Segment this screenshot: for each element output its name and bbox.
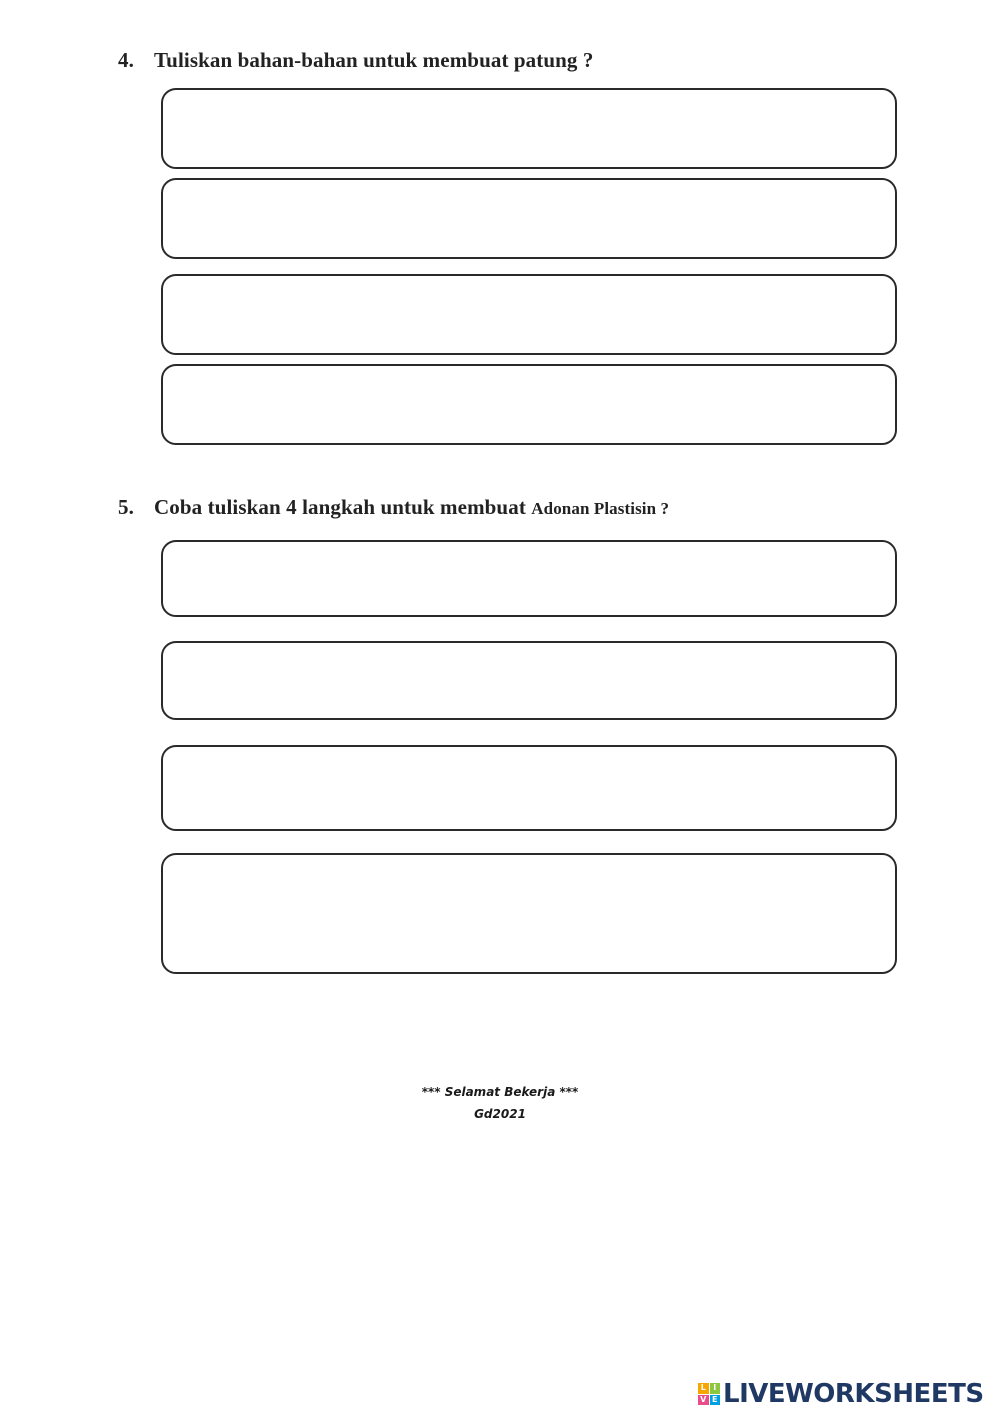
question-5-text: Coba tuliskan 4 langkah untuk membuat: [154, 495, 532, 519]
question-5: [118, 495, 669, 520]
answer-box-q5-1[interactable]: [161, 540, 897, 617]
brand-name: LIVEWORKSHEETS: [723, 1379, 984, 1409]
question-5-number: 5.: [118, 495, 134, 519]
logo-letter: I: [710, 1383, 721, 1394]
logo-letter: V: [698, 1395, 709, 1406]
answer-box-q5-3[interactable]: [161, 745, 897, 831]
answer-box-q4-4[interactable]: [161, 364, 897, 445]
answer-box-q4-1[interactable]: [161, 88, 897, 169]
footer-greeting: *** Selamat Bekerja ***: [421, 1085, 579, 1099]
question-4: [118, 48, 593, 73]
answer-box-q5-4[interactable]: [161, 853, 897, 974]
footer-code: Gd2021: [474, 1107, 526, 1121]
question-4-text: Tuliskan bahan-bahan untuk membuat patung ?: [154, 48, 594, 72]
liveworksheets-logo-icon: [698, 1383, 720, 1405]
liveworksheets-brand: [698, 1378, 984, 1410]
logo-letter: E: [710, 1395, 721, 1406]
question-4-number: 4.: [118, 48, 134, 72]
question-5-text-small: Adonan Plastisin ?: [531, 499, 670, 518]
answer-box-q4-2[interactable]: [161, 178, 897, 259]
answer-box-q5-2[interactable]: [161, 641, 897, 720]
logo-letter: L: [698, 1383, 709, 1394]
answer-box-q4-3[interactable]: [161, 274, 897, 355]
